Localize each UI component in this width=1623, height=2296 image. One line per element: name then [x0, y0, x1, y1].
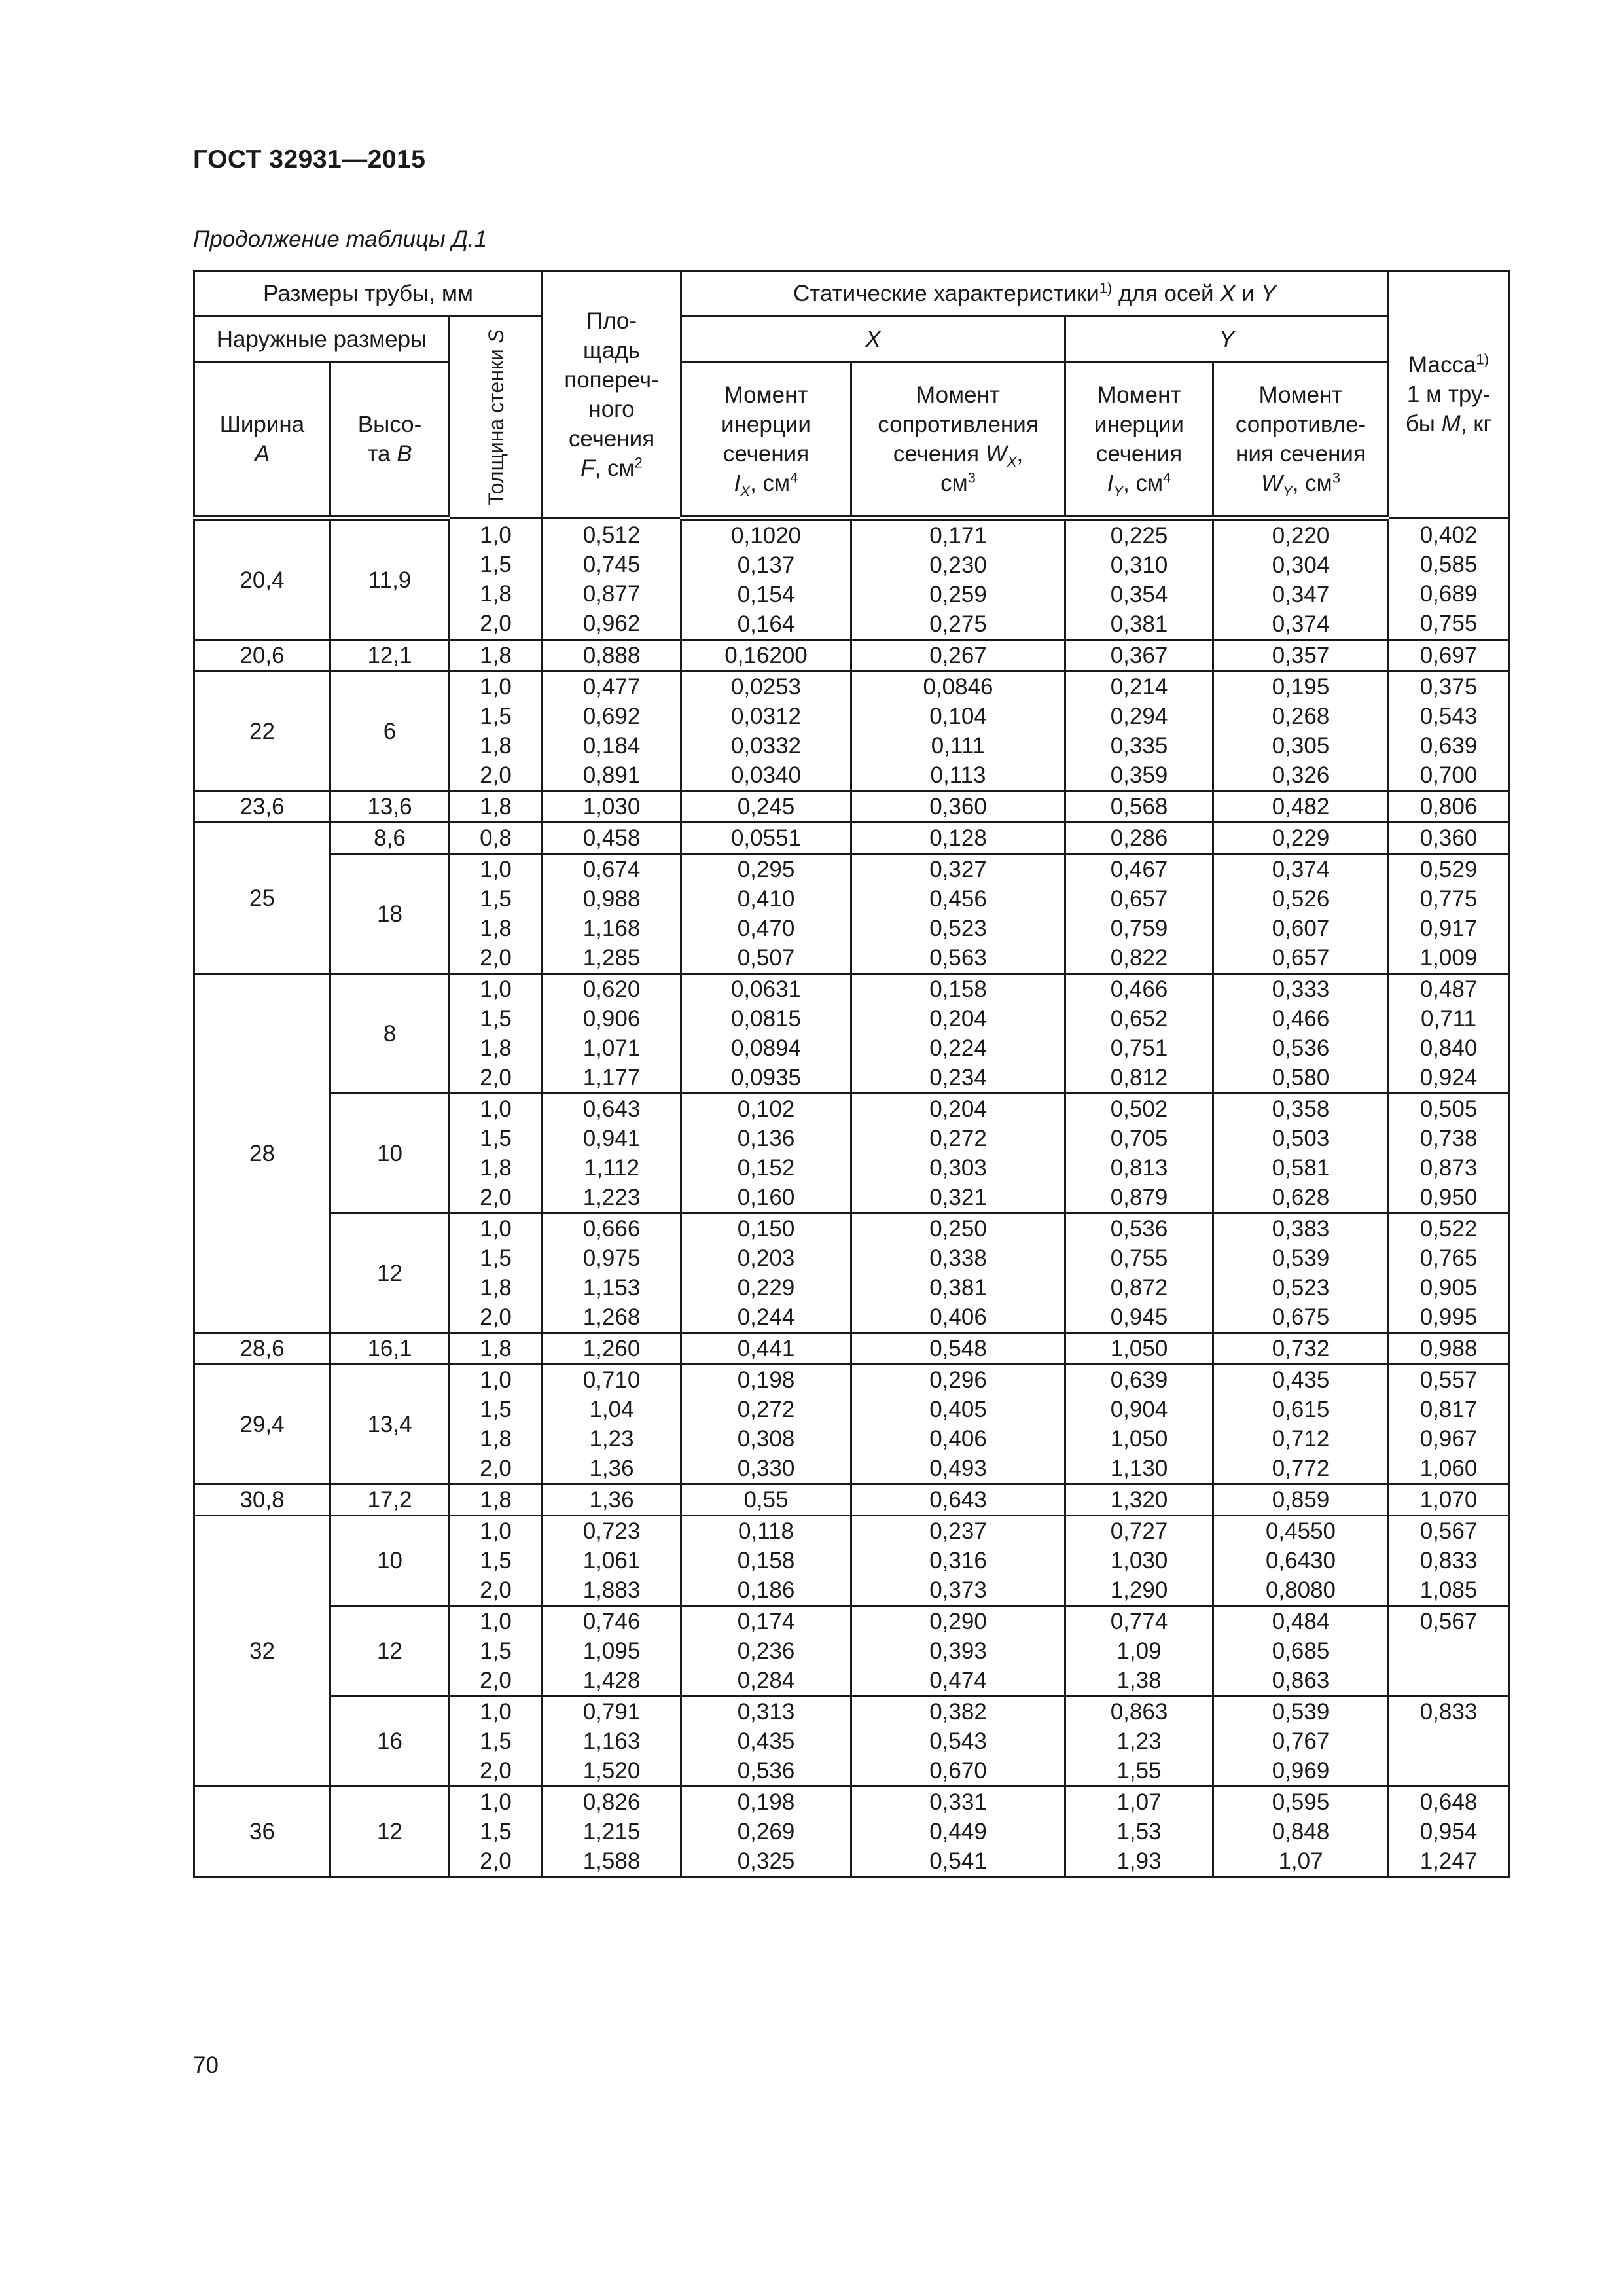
moment-inertia-y-cell: 0,536 0,755 0,872 0,945	[1065, 1213, 1213, 1333]
width-cell: 20,6	[194, 640, 330, 672]
table-row	[194, 1787, 1509, 1877]
moment-inertia-y-cell: 1,050	[1065, 1333, 1213, 1365]
header-moment-inertia-x: Момент инерции сечения $I_X$, $см^4$	[681, 363, 851, 518]
height-cell: 8,6	[330, 823, 450, 854]
wall-thickness-cell: 1,0 1,5 1,8 2,0	[450, 672, 543, 791]
header-outer-sizes: Наружные размеры	[194, 317, 450, 363]
moment-inertia-x-cell: 0,295 0,410 0,470 0,507	[681, 854, 851, 974]
moment-inertia-y-cell: 1,07 1,53 1,93	[1065, 1787, 1213, 1877]
moment-inertia-y-cell: 0,639 0,904 1,050 1,130	[1065, 1365, 1213, 1484]
area-cell: 0,477 0,692 0,184 0,891	[543, 672, 681, 791]
area-cell: 0,458	[543, 823, 681, 854]
moment-inertia-x-cell: 0,150 0,203 0,229 0,244	[681, 1213, 851, 1333]
moment-inertia-y-cell: 0,774 1,09 1,38	[1065, 1606, 1213, 1696]
height-cell: 10	[330, 1094, 450, 1213]
moment-inertia-y-cell: 0,863 1,23 1,55	[1065, 1696, 1213, 1787]
mass-cell: 0,529 0,775 0,917 1,009	[1389, 854, 1509, 974]
pipe-properties-table	[193, 270, 1510, 1878]
section-modulus-y-cell: 0,357	[1213, 640, 1389, 672]
table-row	[194, 1365, 1509, 1484]
moment-inertia-x-cell: 0,118 0,158 0,186	[681, 1516, 851, 1606]
area-cell: 0,643 0,941 1,112 1,223	[543, 1094, 681, 1213]
wall-thickness-cell: 1,8	[450, 1333, 543, 1365]
mass-cell: 0,567 0,833 1,085	[1389, 1516, 1509, 1606]
moment-inertia-y-cell: 0,225 0,310 0,354 0,381	[1065, 518, 1213, 640]
wall-thickness-cell: 1,0 1,5 2,0	[450, 1516, 543, 1606]
area-cell: 0,723 1,061 1,883	[543, 1516, 681, 1606]
wall-thickness-cell: 1,0 1,5 1,8 2,0	[450, 1365, 543, 1484]
area-cell: 0,710 1,04 1,23 1,36	[543, 1365, 681, 1484]
wall-thickness-cell: 1,8	[450, 640, 543, 672]
table-caption: Продолжение таблицы Д.1	[193, 226, 488, 252]
moment-inertia-x-cell: 0,441	[681, 1333, 851, 1365]
table-row	[194, 1333, 1509, 1365]
section-modulus-y-cell: 0,435 0,615 0,712 0,772	[1213, 1365, 1389, 1484]
table-row	[194, 1696, 1509, 1787]
area-cell: 0,826 1,215 1,588	[543, 1787, 681, 1877]
moment-inertia-y-cell: 0,467 0,657 0,759 0,822	[1065, 854, 1213, 974]
mass-cell: 0,567	[1389, 1606, 1509, 1696]
section-modulus-x-cell: 0,331 0,449 0,541	[851, 1787, 1065, 1877]
height-cell: 10	[330, 1516, 450, 1606]
header-static-characteristics: Статические характеристики$^{1)}$ для осей X и Y	[681, 271, 1389, 317]
section-modulus-y-cell: 0,4550 0,6430 0,8080	[1213, 1516, 1389, 1606]
section-modulus-y-cell: 0,195 0,268 0,305 0,326	[1213, 672, 1389, 791]
wall-thickness-cell: 1,8	[450, 791, 543, 823]
section-modulus-y-cell: 0,374 0,526 0,607 0,657	[1213, 854, 1389, 974]
area-cell: 0,620 0,906 1,071 1,177	[543, 974, 681, 1094]
table-row	[194, 854, 1509, 974]
height-cell: 11,9	[330, 518, 450, 640]
moment-inertia-x-cell: 0,0551	[681, 823, 851, 854]
moment-inertia-y-cell: 0,727 1,030 1,290	[1065, 1516, 1213, 1606]
mass-cell: 0,648 0,954 1,247	[1389, 1787, 1509, 1877]
header-axis-x: X	[681, 317, 1065, 363]
section-modulus-y-cell: 0,229	[1213, 823, 1389, 854]
height-cell: 17,2	[330, 1484, 450, 1516]
header-mass: Масса$^{1)}$ 1 м тру- бы M, кг	[1389, 271, 1509, 518]
section-modulus-x-cell: 0,290 0,393 0,474	[851, 1606, 1065, 1696]
document-title: ГОСТ 32931—2015	[193, 145, 426, 173]
area-cell: 0,666 0,975 1,153 1,268	[543, 1213, 681, 1333]
header-area: Пло- щадь попереч- ного сечения F, $см^2$	[543, 271, 681, 518]
table-row	[194, 1213, 1509, 1333]
width-cell: 28,6	[194, 1333, 330, 1365]
header-pipe-sizes: Размеры трубы, мм	[194, 271, 543, 317]
moment-inertia-y-cell: 0,286	[1065, 823, 1213, 854]
moment-inertia-x-cell: 0,102 0,136 0,152 0,160	[681, 1094, 851, 1213]
table-row	[194, 640, 1509, 672]
height-cell: 8	[330, 974, 450, 1094]
section-modulus-y-cell: 0,595 0,848 1,07	[1213, 1787, 1389, 1877]
section-modulus-x-cell: 0,250 0,338 0,381 0,406	[851, 1213, 1065, 1333]
page-number: 70	[193, 2053, 219, 2078]
wall-thickness-cell: 1,0 1,5 1,8 2,0	[450, 854, 543, 974]
header-section-modulus-y: Момент сопротивле- ния сечения $W_Y$, $см^3$	[1213, 363, 1389, 518]
area-cell: 0,888	[543, 640, 681, 672]
header-height: Высо- та B	[330, 363, 450, 518]
moment-inertia-x-cell: 0,0253 0,0312 0,0332 0,0340	[681, 672, 851, 791]
section-modulus-y-cell: 0,484 0,685 0,863	[1213, 1606, 1389, 1696]
moment-inertia-x-cell: 0,55	[681, 1484, 851, 1516]
moment-inertia-y-cell: 0,568	[1065, 791, 1213, 823]
width-cell: 32	[194, 1516, 330, 1787]
moment-inertia-x-cell: 0,1020 0,137 0,154 0,164	[681, 518, 851, 640]
wall-thickness-cell: 1,0 1,5 1,8 2,0	[450, 1213, 543, 1333]
mass-cell: 0,522 0,765 0,905 0,995	[1389, 1213, 1509, 1333]
section-modulus-x-cell: 0,158 0,204 0,224 0,234	[851, 974, 1065, 1094]
table-row	[194, 1606, 1509, 1696]
mass-cell: 1,070	[1389, 1484, 1509, 1516]
wall-thickness-cell: 1,0 1,5 1,8 2,0	[450, 974, 543, 1094]
wall-thickness-cell: 1,0 1,5 2,0	[450, 1606, 543, 1696]
wall-thickness-cell: 1,0 1,5 2,0	[450, 1787, 543, 1877]
moment-inertia-y-cell: 0,214 0,294 0,335 0,359	[1065, 672, 1213, 791]
wall-thickness-cell: 1,8	[450, 1484, 543, 1516]
width-cell: 30,8	[194, 1484, 330, 1516]
table-row	[194, 518, 1509, 640]
width-cell: 20,4	[194, 518, 330, 640]
width-cell: 25	[194, 823, 330, 974]
height-cell: 12	[330, 1213, 450, 1333]
wall-thickness-cell: 1,0 1,5 1,8 2,0	[450, 1094, 543, 1213]
section-modulus-x-cell: 0,0846 0,104 0,111 0,113	[851, 672, 1065, 791]
header-moment-inertia-y: Момент инерции сечения $I_Y$, $см^4$	[1065, 363, 1213, 518]
section-modulus-y-cell: 0,539 0,767 0,969	[1213, 1696, 1389, 1787]
section-modulus-x-cell: 0,171 0,230 0,259 0,275	[851, 518, 1065, 640]
table-row	[194, 1484, 1509, 1516]
header-width: Ширина A	[194, 363, 330, 518]
height-cell: 12	[330, 1787, 450, 1877]
table-row	[194, 1516, 1509, 1606]
moment-inertia-x-cell: 0,198 0,269 0,325	[681, 1787, 851, 1877]
section-modulus-x-cell: 0,128	[851, 823, 1065, 854]
moment-inertia-x-cell: 0,174 0,236 0,284	[681, 1606, 851, 1696]
mass-cell: 0,360	[1389, 823, 1509, 854]
section-modulus-x-cell: 0,643	[851, 1484, 1065, 1516]
mass-cell: 0,487 0,711 0,840 0,924	[1389, 974, 1509, 1094]
mass-cell: 0,505 0,738 0,873 0,950	[1389, 1094, 1509, 1213]
wall-thickness-cell: 1,0 1,5 2,0	[450, 1696, 543, 1787]
area-cell: 1,260	[543, 1333, 681, 1365]
table-row	[194, 823, 1509, 854]
width-cell: 29,4	[194, 1365, 330, 1484]
section-modulus-x-cell: 0,382 0,543 0,670	[851, 1696, 1065, 1787]
mass-cell: 0,375 0,543 0,639 0,700	[1389, 672, 1509, 791]
height-cell: 13,4	[330, 1365, 450, 1484]
section-modulus-x-cell: 0,327 0,456 0,523 0,563	[851, 854, 1065, 974]
area-cell: 0,674 0,988 1,168 1,285	[543, 854, 681, 974]
width-cell: 36	[194, 1787, 330, 1877]
table-row	[194, 791, 1509, 823]
section-modulus-y-cell: 0,333 0,466 0,536 0,580	[1213, 974, 1389, 1094]
mass-cell: 0,557 0,817 0,967 1,060	[1389, 1365, 1509, 1484]
section-modulus-x-cell: 0,296 0,405 0,406 0,493	[851, 1365, 1065, 1484]
section-modulus-y-cell: 0,358 0,503 0,581 0,628	[1213, 1094, 1389, 1213]
table-row	[194, 1094, 1509, 1213]
area-cell: 1,36	[543, 1484, 681, 1516]
moment-inertia-y-cell: 0,466 0,652 0,751 0,812	[1065, 974, 1213, 1094]
table-row	[194, 974, 1509, 1094]
table-row	[194, 672, 1509, 791]
moment-inertia-y-cell: 1,320	[1065, 1484, 1213, 1516]
width-cell: 28	[194, 974, 330, 1333]
height-cell: 6	[330, 672, 450, 791]
mass-cell: 0,402 0,585 0,689 0,755	[1389, 518, 1509, 640]
mass-cell: 0,806	[1389, 791, 1509, 823]
header-section-modulus-x: Момент сопротивления сечения $W_X$, $см^3$	[851, 363, 1065, 518]
moment-inertia-y-cell: 0,502 0,705 0,813 0,879	[1065, 1094, 1213, 1213]
section-modulus-x-cell: 0,237 0,316 0,373	[851, 1516, 1065, 1606]
section-modulus-x-cell: 0,360	[851, 791, 1065, 823]
height-cell: 16,1	[330, 1333, 450, 1365]
mass-cell: 0,988	[1389, 1333, 1509, 1365]
section-modulus-y-cell: 0,383 0,539 0,523 0,675	[1213, 1213, 1389, 1333]
section-modulus-y-cell: 0,220 0,304 0,347 0,374	[1213, 518, 1389, 640]
section-modulus-y-cell: 0,482	[1213, 791, 1389, 823]
moment-inertia-y-cell: 0,367	[1065, 640, 1213, 672]
area-cell: 0,512 0,745 0,877 0,962	[543, 518, 681, 640]
area-cell: 0,791 1,163 1,520	[543, 1696, 681, 1787]
mass-cell: 0,833	[1389, 1696, 1509, 1787]
section-modulus-x-cell: 0,267	[851, 640, 1065, 672]
mass-cell: 0,697	[1389, 640, 1509, 672]
width-cell: 22	[194, 672, 330, 791]
section-modulus-y-cell: 0,859	[1213, 1484, 1389, 1516]
area-cell: 0,746 1,095 1,428	[543, 1606, 681, 1696]
wall-thickness-cell: 1,0 1,5 1,8 2,0	[450, 518, 543, 640]
header-wall-thickness: Толщина стенки S	[450, 317, 543, 518]
section-modulus-x-cell: 0,548	[851, 1333, 1065, 1365]
width-cell: 23,6	[194, 791, 330, 823]
section-modulus-x-cell: 0,204 0,272 0,303 0,321	[851, 1094, 1065, 1213]
moment-inertia-x-cell: 0,16200	[681, 640, 851, 672]
moment-inertia-x-cell: 0,245	[681, 791, 851, 823]
moment-inertia-x-cell: 0,313 0,435 0,536	[681, 1696, 851, 1787]
moment-inertia-x-cell: 0,0631 0,0815 0,0894 0,0935	[681, 974, 851, 1094]
height-cell: 16	[330, 1696, 450, 1787]
area-cell: 1,030	[543, 791, 681, 823]
wall-thickness-cell: 0,8	[450, 823, 543, 854]
height-cell: 12,1	[330, 640, 450, 672]
height-cell: 13,6	[330, 791, 450, 823]
height-cell: 12	[330, 1606, 450, 1696]
header-axis-y: Y	[1065, 317, 1389, 363]
moment-inertia-x-cell: 0,198 0,272 0,308 0,330	[681, 1365, 851, 1484]
height-cell: 18	[330, 854, 450, 974]
section-modulus-y-cell: 0,732	[1213, 1333, 1389, 1365]
